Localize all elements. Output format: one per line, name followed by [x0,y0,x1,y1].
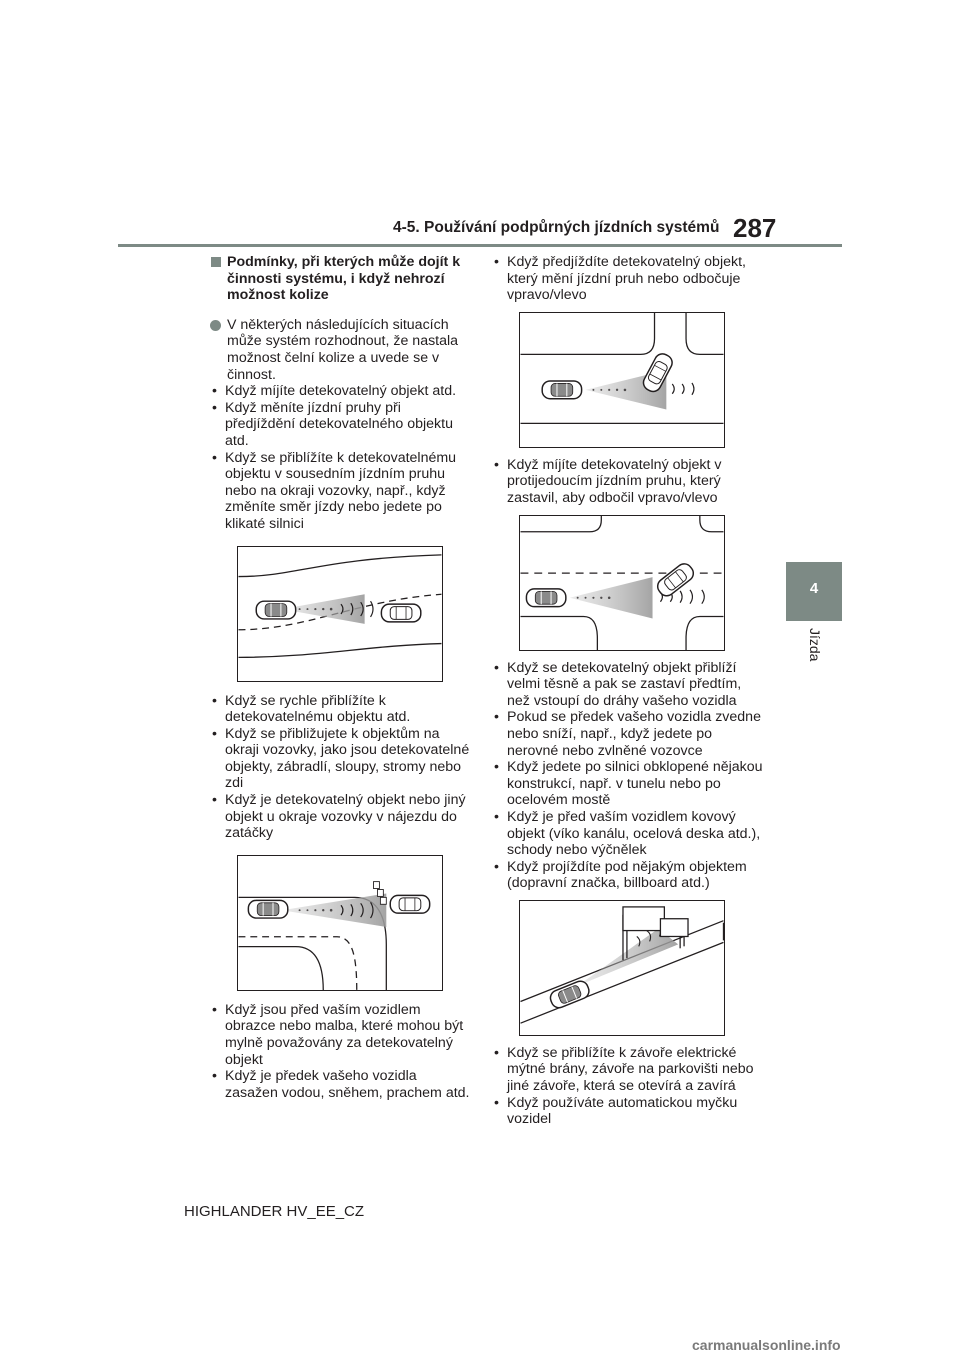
list-item: • Když je detekovatelný objekt nebo jiný objekt u okraje vozovky v nájezdu do zatáčky [210,792,472,842]
intro-paragraph [210,317,472,383]
footer-model: HIGHLANDER HV_EE_CZ [184,1203,365,1220]
bullet-list-r1 [492,254,764,304]
list-item: • Když je před vaším vozidlem kovový objekt (víko kanálu, ocelová deska atd.), schody nebo výčnělek [492,809,764,859]
list-item: • Když se rychle přiblížíte k detekovatelnému objektu atd. [210,693,472,726]
square-bullet-icon [211,257,221,267]
list-item: • Když míjíte detekovatelný objekt atd. [210,383,472,400]
chapter-label: Jízda [807,628,823,662]
heading-text: Podmínky, při kterých může dojít k činnosti systému, i když nehrozí možnost kolize [227,254,461,304]
intro-text: V některých následujících situacích může systém rozhodnout, že nastala možnost čelní kolize a uvede se v činnost. [227,316,459,383]
list-item: • Když projíždíte pod nějakým objektem (dopravní značka, billboard atd.) [492,859,764,892]
right-column [492,254,764,1128]
list-item: • Když měníte jízdní pruhy při předjíždění detekovatelného objektu atd. [210,400,472,450]
list-item: • Když jsou před vaším vozidlem obrazce nebo malba, které mohou být mylně považovány za detekovatelný objekt [210,1002,472,1068]
list-item: • Když se přiblížíte k detekovatelnému objektu v sousedním jízdním pruhu nebo na okraji vozovky, např., když změníte směr jízdy nebo jedete po klikaté silnici [210,450,472,533]
turning-vehicle-illustration [519,312,725,448]
chapter-label-container [800,628,830,688]
list-item: • Když jedete po silnici obklopené nějakou konstrukcí, např. v tunelu nebo po ocelovém mostě [492,759,764,809]
section-title: 4-5. Používání podpůrných jízdních systémů [393,219,720,236]
oncoming-turn-illustration [519,515,725,651]
header-rule [118,244,842,247]
list-item: • Když míjíte detekovatelný objekt v protijedoucím jízdním pruhu, který zastavil, aby odbočil vpravo/vlevo [492,457,764,507]
bullet-list-r3 [492,660,764,892]
list-item: • Když je předek vašeho vozidla zasažen vodou, sněhem, prachem atd. [210,1068,472,1101]
list-item: • Když používáte automatickou myčku vozidel [492,1095,764,1128]
winding-road-illustration [237,546,443,682]
circle-bullet-icon [210,320,221,331]
curve-roadside-illustration [237,855,443,991]
list-item: • Když se přiblížíte k závoře elektrické mýtné brány, závoře na parkovišti nebo jiné závoře, která se otevírá a zavírá [492,1045,764,1095]
bullet-list-r4 [492,1045,764,1128]
list-item: • Když předjíždíte detekovatelný objekt, který mění jízdní pruh nebo odbočuje vpravo/vlevo [492,254,764,304]
bullet-list-r2 [492,457,764,507]
section-heading [210,254,472,304]
watermark: carmanualsonline.info [692,1337,841,1353]
bullet-list-1 [210,383,472,532]
list-item: • Když se přibližujete k objektům na okraji vozovky, jako jsou detekovatelné objekty, zábradlí, sloupy, stromy nebo zdi [210,726,472,792]
chapter-tab[interactable] [786,562,842,621]
list-item: • Když se detekovatelný objekt přiblíží velmi těsně a pak se zastaví předtím, než vstoupí do dráhy vašeho vozidla [492,660,764,710]
bullet-list-3 [210,1002,472,1102]
list-item: • Pokud se předek vašeho vozidla zvedne nebo sníží, např., když jedete po nerovné nebo zvlněné vozovce [492,709,764,759]
bullet-list-2 [210,693,472,842]
left-column [210,254,472,1101]
chapter-number: 4 [809,580,819,597]
page-number: 287 [733,213,777,243]
overhead-sign-illustration [519,900,725,1036]
